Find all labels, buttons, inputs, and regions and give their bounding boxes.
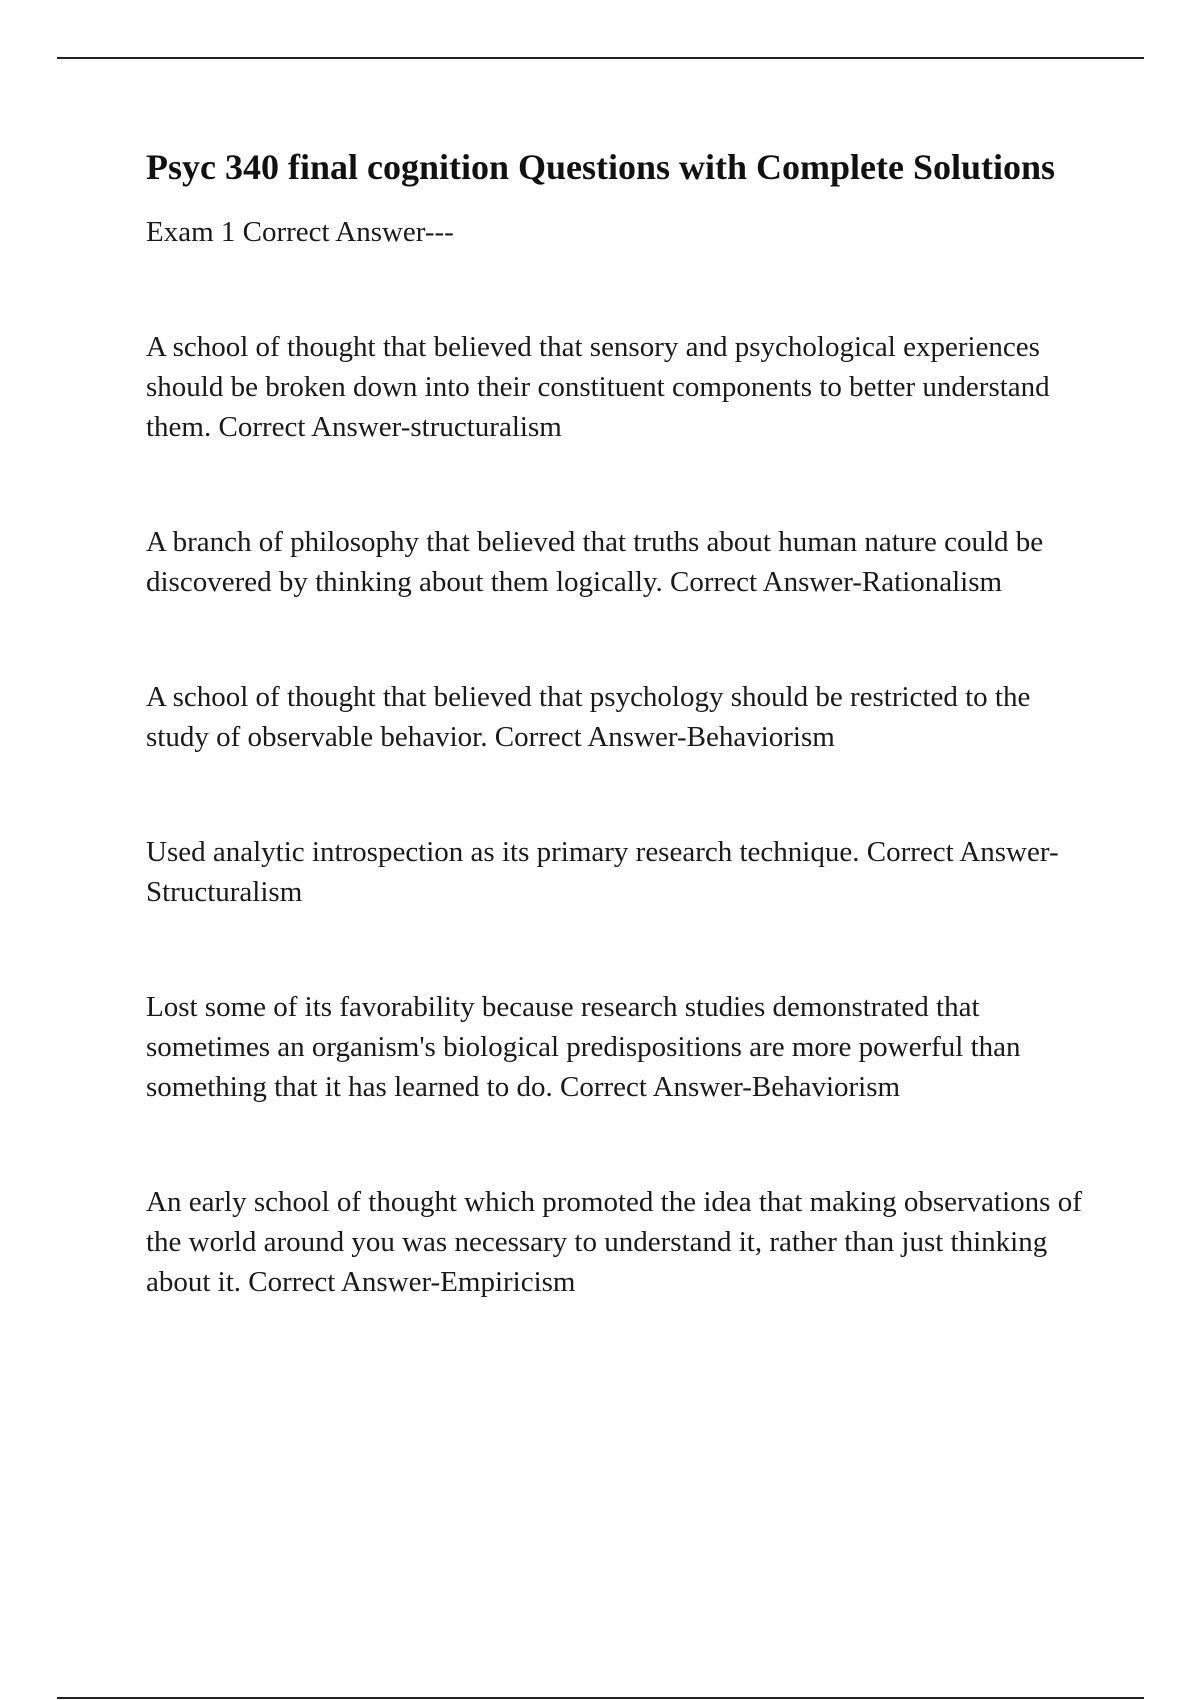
list-item: A school of thought that believed that psychology should be restricted to the study of observable behavior. Correct Answer-Behaviorism xyxy=(146,681,1031,753)
list-item: An early school of thought which promoted the idea that making observations of the world around you was necessary to understand it, rather than just thinking about it. Correct Answer-Empiricism xyxy=(146,1186,1082,1298)
list-item: Lost some of its favorability because research studies demonstrated that sometimes an organism's biological predispositions are more powerful than something that it has learned to do. Correct Answer-Behaviorism xyxy=(146,991,1021,1103)
list-item: Used analytic introspection as its primary research technique. Correct Answer-Structuralism xyxy=(146,836,1059,908)
document-title: Psyc 340 final cognition Questions with Complete Solutions xyxy=(146,147,1056,187)
header-rule xyxy=(57,57,1144,59)
document-subtitle: Exam 1 Correct Answer--- xyxy=(146,216,454,248)
document-body xyxy=(146,142,1096,1302)
qa-list xyxy=(146,327,1096,1302)
footer-rule xyxy=(57,1697,1144,1699)
list-item: A school of thought that believed that sensory and psychological experiences should be broken down into their constituent components to better understand them. Correct Answer-structuralism xyxy=(146,331,1050,443)
list-item: A branch of philosophy that believed that truths about human nature could be discovered by thinking about them logically. Correct Answer-Rationalism xyxy=(146,526,1044,598)
